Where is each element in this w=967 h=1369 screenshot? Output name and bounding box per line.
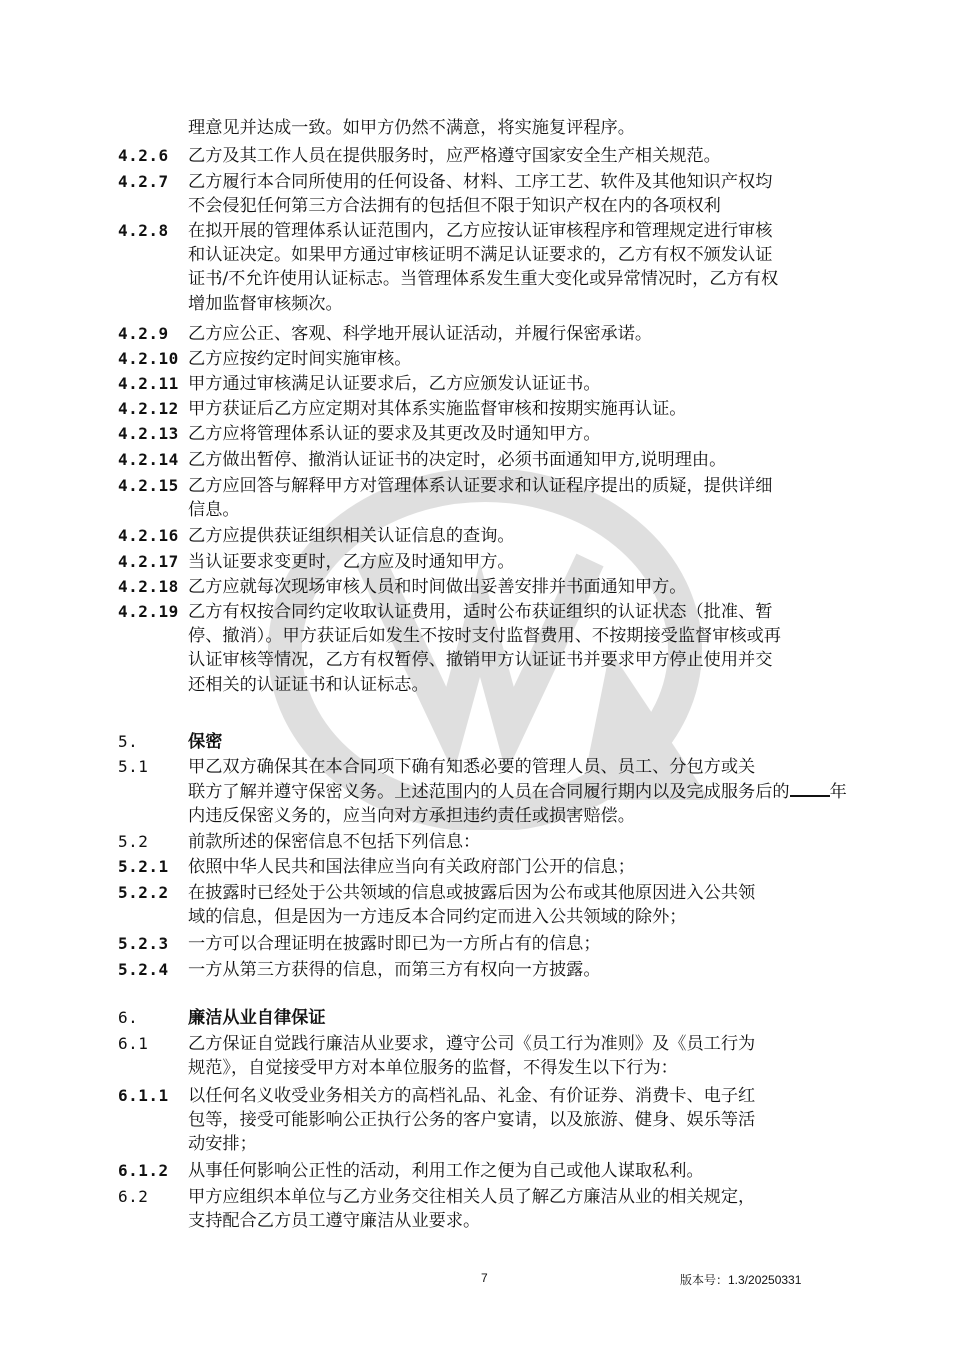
clause-text — [188, 372, 858, 396]
clause-number: 5. — [118, 732, 139, 751]
clause-line: 前款所述的保密信息不包括下列信息： — [188, 832, 481, 852]
clause-line: 信息。 — [188, 500, 240, 521]
clause-line: 依照中华人民共和国法律应当向有关政府部门公开的信息； — [188, 857, 635, 877]
clause-line: 廉洁从业自律保证 — [188, 1008, 326, 1028]
clause-number: 5.1 — [118, 757, 149, 776]
clause-number: 6.1.1 — [118, 1086, 169, 1105]
clause-line: 一方从第三方获得的信息，而第三方有权向一方披露。 — [188, 960, 601, 980]
clause — [118, 474, 858, 522]
clause — [118, 448, 858, 472]
clause-line: 停、撤消）。甲方获证后如发生不按时支付监督费用、不按期接受监督审核或再 — [188, 626, 781, 647]
clause-line: 乙方有权按合同约定收取认证费用，适时公布获证组织的认证状态（批准、暂 — [188, 602, 773, 622]
clause — [118, 958, 858, 982]
clause-text — [188, 932, 858, 956]
clause — [118, 932, 858, 956]
clause-number: 4.2.17 — [118, 552, 179, 571]
clause — [118, 322, 858, 346]
clause-line: 乙方保证自觉践行廉洁从业要求，遵守公司《员工行为准则》及《员工行为 — [188, 1034, 756, 1054]
clause-number: 5.2.4 — [118, 960, 169, 979]
clause-number: 6.1 — [118, 1034, 149, 1053]
clause-number: 4.2.14 — [118, 450, 179, 469]
clause-text — [188, 422, 858, 446]
clause-line: 乙方应公正、客观、科学地开展认证活动，并履行保密承诺。 — [188, 324, 653, 344]
clause-line: 联方了解并遵守保密义务。上述范围内的人员在合同履行期内以及完成服务 — [188, 782, 756, 803]
clause-line: 支持配合乙方员工遵守廉洁从业要求。 — [188, 1211, 481, 1232]
clause-line: 认证审核等情况，乙方有权暂停、撤销甲方认证证书并要求甲方停止使用并交 — [188, 650, 773, 671]
clause-line: 乙方应按约定时间实施审核。 — [188, 349, 412, 369]
section-heading — [118, 730, 858, 754]
clause-line: 乙方履行本合同所使用的任何设备、材料、工序工艺、软件及其他知识产权均 — [188, 172, 773, 192]
clause-line: 一方可以合理证明在披露时即已为一方所占有的信息； — [188, 934, 601, 954]
clause-number: 4.2.11 — [118, 374, 179, 393]
clause-number: 4.2.8 — [118, 221, 169, 240]
clause-text — [188, 219, 858, 316]
clause — [118, 1032, 858, 1080]
clause-text — [188, 755, 858, 829]
clause-text — [188, 830, 858, 854]
clause-text — [188, 855, 858, 879]
clause-line: 乙方应就每次现场审核人员和时间做出妥善安排并书面通知甲方。 — [188, 577, 687, 597]
clause-number: 6.2 — [118, 1187, 149, 1206]
clause — [118, 755, 858, 829]
clause — [118, 144, 858, 168]
clause-number: 4.2.7 — [118, 172, 169, 191]
clause-text — [188, 474, 858, 522]
clause — [118, 600, 858, 697]
clause-line: 还相关的认证证书和认证标志。 — [188, 674, 429, 695]
clause-text — [188, 448, 858, 472]
clause-number: 4.2.16 — [118, 526, 179, 545]
version-label: 版本号：1.3/20250331 — [680, 1273, 802, 1287]
clause-line: 甲方通过审核满足认证要求后，乙方应颁发认证证书。 — [188, 374, 601, 394]
clause-line: 后的 — [755, 782, 790, 803]
clause-line: 从事任何影响公正性的活动，利用工作之便为自己或他人谋取私利。 — [188, 1161, 704, 1181]
clause-number: 4.2.19 — [118, 602, 179, 621]
clause-line: 增加监督审核频次。 — [188, 293, 343, 314]
clause-line: 规范》，自觉接受甲方对本单位服务的监督，不得发生以下行为： — [188, 1058, 678, 1079]
clause-line: 乙方应提供获证组织相关认证信息的查询。 — [188, 526, 515, 546]
clause-line: 和认证决定。如果甲方通过审核证明不满足认证要求的，乙方有权不颁发认证 — [188, 245, 773, 266]
section-heading — [118, 1006, 858, 1030]
clause-line: 以任何名义收受业务相关方的高档礼品、礼金、有价证券、消费卡、电子红 — [188, 1086, 756, 1106]
clause-text — [188, 1159, 858, 1183]
clause — [118, 524, 858, 548]
clause-line: 甲方获证后乙方应定期对其体系实施监督审核和按期实施再认证。 — [188, 399, 687, 419]
clause-number: 4.2.12 — [118, 399, 179, 418]
clause-line: 甲乙双方确保其在本合同项下确有知悉必要的管理人员、员工、分包方或关 — [188, 757, 756, 777]
clause — [118, 550, 858, 574]
clause-text — [188, 116, 858, 140]
clause-text — [188, 1084, 858, 1157]
clause-line: 年内违反保密义务的，应当向对方承担违约责任或损害赔偿。 — [188, 782, 847, 827]
clause — [118, 1159, 858, 1183]
clause-line: 域的信息，但是因为一方违反本合同约定而进入公共领域的除外； — [188, 907, 687, 928]
clause-number: 4.2.10 — [118, 349, 179, 368]
clause-text — [188, 322, 858, 346]
clause-number: 5.2.3 — [118, 934, 169, 953]
clause-number: 4.2.18 — [118, 577, 179, 596]
clause — [118, 347, 858, 371]
clause — [118, 830, 858, 854]
clause-text — [188, 524, 858, 548]
clause — [118, 881, 858, 929]
clause-number: 6.1.2 — [118, 1161, 169, 1180]
clause-line: 不会侵犯任何第三方合法拥有的包括但不限于知识产权在内的各项权利 — [188, 196, 721, 217]
fill-in-blank[interactable] — [790, 779, 830, 797]
clause-line: 甲方应组织本单位与乙方业务交往相关人员了解乙方廉洁从业的相关规定， — [188, 1187, 756, 1207]
page-number: 7 — [481, 1271, 488, 1285]
clause-line: 证书/不允许使用认证标志。当管理体系发生重大变化或异常情况时，乙方有权 — [188, 269, 779, 290]
clause-text — [188, 1006, 858, 1030]
clause-line: 乙方应将管理体系认证的要求及其更改及时通知甲方。 — [188, 424, 601, 444]
clause — [118, 422, 858, 446]
clause-number: 4.2.6 — [118, 146, 169, 165]
clause — [118, 397, 858, 421]
clause — [118, 116, 858, 140]
clause-line: 在拟开展的管理体系认证范围内，乙方应按认证审核程序和管理规定进行审核 — [188, 221, 773, 241]
clause-line: 动安排； — [188, 1134, 257, 1155]
clause-text — [188, 730, 858, 754]
clause-number: 4.2.13 — [118, 424, 179, 443]
clause-text — [188, 881, 858, 929]
clause-line: 乙方做出暂停、撤消认证证书的决定时，必须书面通知甲方,说明理由。 — [188, 450, 727, 470]
clause-line: 当认证要求变更时，乙方应及时通知甲方。 — [188, 552, 515, 572]
clause-number: 4.2.9 — [118, 324, 169, 343]
clause — [118, 1084, 858, 1157]
clause-line: 乙方及其工作人员在提供服务时，应严格遵守国家安全生产相关规范。 — [188, 146, 721, 166]
clause-number — [118, 116, 188, 140]
clause-number: 5.2 — [118, 832, 149, 851]
clause-line: 在披露时已经处于公共领域的信息或披露后因为公布或其他原因进入公共领 — [188, 883, 756, 903]
clause-text — [188, 1032, 858, 1080]
clause-text — [188, 958, 858, 982]
clause-text — [188, 397, 858, 421]
clause-line: 理意见并达成一致。如甲方仍然不满意，将实施复评程序。 — [188, 118, 635, 138]
clause-number: 4.2.15 — [118, 476, 179, 495]
clause-text — [188, 575, 858, 599]
clause — [118, 575, 858, 599]
clause-text — [188, 600, 858, 697]
clause-number: 5.2.1 — [118, 857, 169, 876]
clause-text — [188, 144, 858, 168]
clause — [118, 372, 858, 396]
clause-text — [188, 550, 858, 574]
clause-line: 包等，接受可能影响公正执行公务的客户宴请，以及旅游、健身、娱乐等活 — [188, 1110, 756, 1131]
clause-text — [188, 347, 858, 371]
clause — [118, 1185, 858, 1233]
clause-line: 乙方应回答与解释甲方对管理体系认证要求和认证程序提出的质疑，提供详细 — [188, 476, 773, 496]
clause-number: 6. — [118, 1008, 139, 1027]
clause-line: 保密 — [188, 732, 223, 752]
clause-number: 5.2.2 — [118, 883, 169, 902]
clause — [118, 855, 858, 879]
clause-text — [188, 1185, 858, 1233]
clause — [118, 170, 858, 218]
clause-text — [188, 170, 858, 218]
clause — [118, 219, 858, 316]
